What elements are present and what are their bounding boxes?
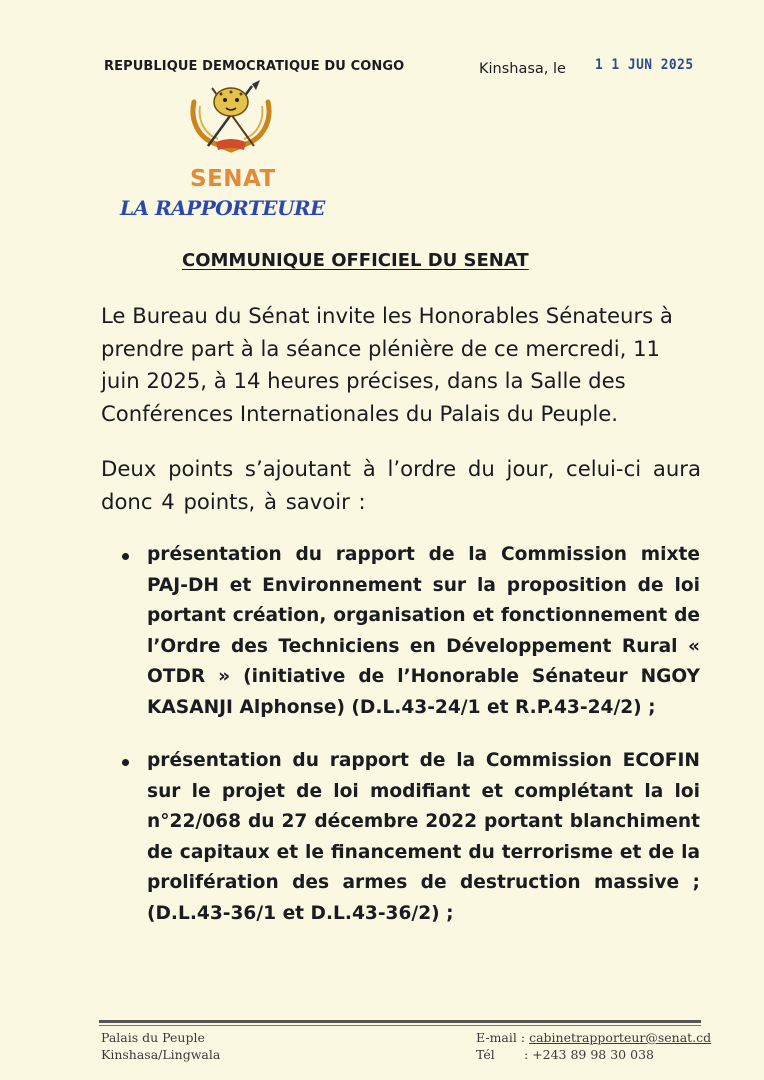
agenda-item-text: présentation du rapport de la Commission ECOFIN sur le projet de loi modifiant et complétant la loi n°22/068 du 27 décembre 2022 portant blanchiment de capitaux et le financement du terrorisme et de la prolifération des armes de destruction massive ; (D.L.43-36/1 et D.L.43-36/2) ; (147, 750, 700, 924)
phone-number: : +243 89 98 30 038 (523, 1047, 654, 1062)
phone-row (476, 1046, 711, 1063)
place-label: Kinshasa, le (479, 61, 566, 77)
email-link[interactable]: cabinetrapporteur@senat.cd (529, 1030, 712, 1045)
date-stamp: 1 1 JUN 2025 (595, 57, 694, 73)
address-line-1: Palais du Peuple (101, 1030, 205, 1045)
footer-contact (476, 1029, 711, 1063)
footer-address (101, 1029, 220, 1063)
bullet-icon (122, 553, 129, 560)
paragraph-invitation: Le Bureau du Sénat invite les Honorables Sénateurs à prendre part à la séance plénière de ce mercredi, 11 juin 2025, à 14 heures précises, dans la Salle des Conférences Internationales du Palais du Peuple. (101, 303, 673, 426)
footer-divider (99, 1020, 701, 1023)
agenda-item (120, 746, 700, 929)
paragraph-agenda-intro: Deux points s’ajoutant à l’ordre du jour, celui-ci aura donc 4 points, à savoir : (101, 456, 701, 514)
agenda-item (120, 540, 700, 723)
footer-divider-thin (99, 1025, 701, 1026)
coat-of-arms-icon (186, 80, 276, 160)
email-label: E-mail : (476, 1030, 526, 1045)
bullet-icon (122, 759, 129, 766)
office-name: LA RAPPORTEURE (120, 196, 325, 220)
email-row (476, 1029, 711, 1046)
phone-label: Tél (476, 1047, 495, 1062)
agenda-list (120, 540, 700, 929)
document-title: COMMUNIQUE OFFICIEL DU SENAT (182, 250, 529, 271)
address-line-2: Kinshasa/Lingwala (101, 1047, 221, 1062)
country-heading: REPUBLIQUE DEMOCRATIQUE DU CONGO (104, 59, 405, 74)
institution-name: SENAT (190, 166, 276, 192)
agenda-item-text: présentation du rapport de la Commission mixte PAJ-DH et Environnement sur la proposition de loi portant création, organisation et fonctionnement de l’Ordre des Techniciens en Développement Rural « OTDR » (initiative de l’Honorable Sénateur NGOY KASANJI Alphonse) (D.L.43-24/1 et R.P.43-24/2) ; (147, 544, 700, 718)
